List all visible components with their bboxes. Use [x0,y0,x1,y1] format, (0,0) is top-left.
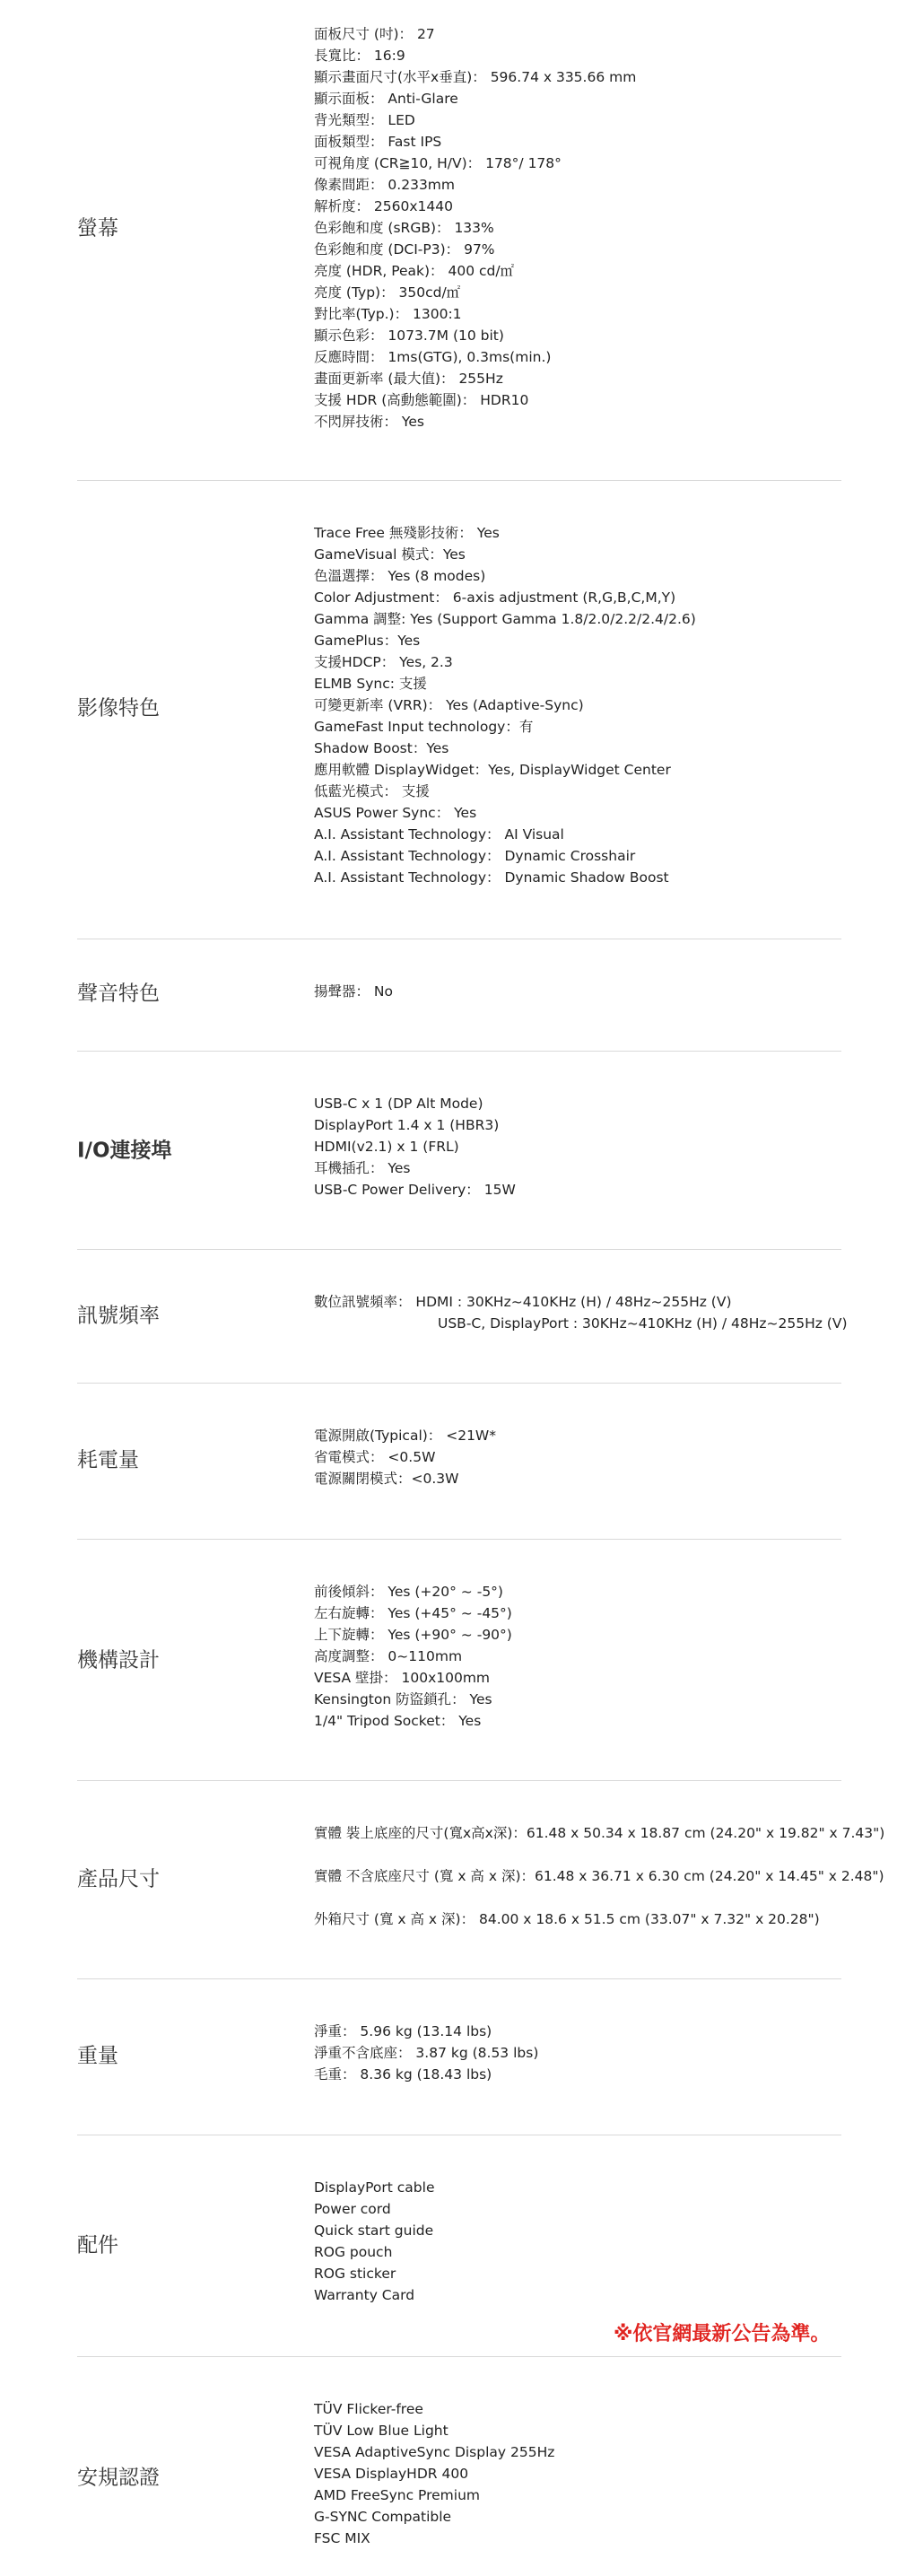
spec-line: 色溫選擇： Yes (8 modes) [314,568,486,584]
spec-line: Power cord [314,2201,391,2217]
section-title-io-ports: I/O連接埠 [77,1139,172,1163]
spec-line: 對比率(Typ.)： 1300:1 [314,306,462,322]
spec-line: 背光類型： LED [314,112,415,128]
spec-line: ASUS Power Sync： Yes [314,805,477,821]
spec-line: 色彩飽和度 (DCI-P3)： 97% [314,241,495,258]
spec-line: TÜV Flicker-free [314,2401,423,2417]
spec-list-io-ports [314,1093,516,1201]
spec-line: DisplayPort cable [314,2179,435,2196]
section-title-certifications: 安規認證 [77,2466,160,2490]
spec-list-product-dimensions [314,1822,884,1930]
spec-line: G-SYNC Compatible [314,2509,452,2525]
spec-line: Shadow Boost：Yes [314,740,449,756]
spec-list-certifications [314,2398,554,2549]
section-divider [77,480,841,481]
spec-line: 像素間距： 0.233mm [314,177,455,193]
section-title-power-consumption: 耗電量 [77,1448,139,1472]
official-notice: ※依官網最新公告為準。 [614,2323,831,2345]
spec-line: 支援HDCP： Yes, 2.3 [314,654,453,670]
spec-line: AMD FreeSync Premium [314,2487,480,2503]
spec-line: 左右旋轉： Yes (+45° ~ -45°) [314,1605,512,1621]
spec-list-signal-frequency [314,1291,848,1334]
spec-line: 高度調整： 0~110mm [314,1648,463,1664]
spec-line: USB-C x 1 (DP Alt Mode) [314,1096,483,1112]
spec-line: 顯示畫面尺寸(水平x垂直)： 596.74 x 335.66 mm [314,69,637,85]
section-title-mechanical-design: 機構設計 [77,1648,160,1672]
spec-list-mechanical-design [314,1581,512,1732]
spec-line: GameVisual 模式：Yes [314,546,466,563]
spec-line: FSC MIX [314,2530,370,2546]
section-divider [77,1383,841,1384]
spec-line: VESA AdaptiveSync Display 255Hz [314,2444,555,2460]
section-divider [77,1539,841,1540]
spec-list-audio [314,981,393,1002]
spec-line: 揚聲器： No [314,983,394,1000]
spec-line: A.I. Assistant Technology： Dynamic Crosshair [314,848,636,864]
spec-line: VESA 壁掛： 100x100mm [314,1670,491,1686]
section-title-product-dimensions: 產品尺寸 [77,1867,160,1891]
spec-line: 前後傾斜： Yes (+20° ~ -5°) [314,1584,503,1600]
spec-line: USB-C Power Delivery： 15W [314,1182,516,1198]
section-divider [77,2356,841,2357]
section-divider [77,1249,841,1250]
spec-line: 反應時間： 1ms(GTG), 0.3ms(min.) [314,349,552,365]
spec-line: HDMI(v2.1) x 1 (FRL) [314,1139,459,1155]
spec-line: 面板尺寸 (吋)： 27 [314,26,435,42]
spec-line: ROG pouch [314,2244,393,2260]
spec-line: 亮度 (HDR, Peak)： 400 cd/㎡ [314,263,515,279]
section-title-display: 螢幕 [77,216,118,240]
spec-line: 電源開啟(Typical)： <21W* [314,1428,497,1444]
spec-line: 應用軟體 DisplayWidget：Yes, DisplayWidget Center [314,762,671,778]
spec-line: 顯示面板： Anti-Glare [314,91,458,107]
spec-line: GameFast Input technology：有 [314,719,534,735]
spec-line: 實體 裝上底座的尺寸(寬x高x深)：61.48 x 50.34 x 18.87 cm (24.20" x 19.82" x 7.43") [314,1825,885,1841]
spec-line: ROG sticker [314,2266,396,2282]
spec-line: 淨重： 5.96 kg (13.14 lbs) [314,2023,492,2039]
spec-line: Warranty Card [314,2287,415,2303]
spec-line: 1/4" Tripod Socket： Yes [314,1713,482,1729]
spec-line: 外箱尺寸 (寬 x 高 x 深)： 84.00 x 18.6 x 51.5 cm (33.07" x 7.32" x 20.28") [314,1911,820,1927]
section-title-signal-frequency: 訊號頻率 [77,1304,160,1328]
spec-line: Color Adjustment： 6-axis adjustment (R,G,B,C,M,Y) [314,589,676,606]
spec-line: 數位訊號頻率： HDMI : 30KHz~410KHz (H) / 48Hz~255Hz (V) [314,1294,732,1310]
spec-line: 不閃屏技術： Yes [314,414,424,430]
section-title-accessories: 配件 [77,2233,118,2257]
spec-line: ELMB Sync: 支援 [314,676,427,692]
spec-line: Gamma 調整: Yes (Support Gamma 1.8/2.0/2.2/2.4/2.6) [314,611,696,627]
spec-line: 實體 不含底座尺寸 (寬 x 高 x 深)：61.48 x 36.71 x 6.30 cm (24.20" x 14.45" x 2.48") [314,1868,884,1884]
spec-list-power-consumption [314,1425,496,1489]
section-divider [77,1978,841,1979]
spec-list-weight [314,2021,538,2085]
spec-line: 解析度： 2560x1440 [314,198,453,214]
spec-line: 省電模式： <0.5W [314,1449,436,1465]
spec-line: 可視角度 (CR≧10, H/V)： 178°/ 178° [314,155,562,171]
spec-line: Kensington 防盜鎖孔： Yes [314,1691,492,1707]
spec-list-image-features [314,522,696,888]
spec-line: Quick start guide [314,2222,434,2239]
spec-line: 長寬比： 16:9 [314,48,405,64]
spec-line: 顯示色彩： 1073.7M (10 bit) [314,327,504,344]
spec-line: Trace Free 無殘影技術： Yes [314,525,500,541]
spec-line: 上下旋轉： Yes (+90° ~ -90°) [314,1627,512,1643]
spec-line: 耳機插孔： Yes [314,1160,411,1176]
spec-line: 可變更新率 (VRR)： Yes (Adaptive-Sync) [314,697,584,713]
section-divider [77,1051,841,1052]
spec-line: A.I. Assistant Technology： AI Visual [314,826,564,843]
spec-line: 低藍光模式： 支援 [314,783,430,799]
spec-line: 電源關閉模式：<0.3W [314,1471,459,1487]
spec-line: 支援 HDR (高動態範圍)： HDR10 [314,392,529,408]
spec-line: 亮度 (Typ)： 350cd/㎡ [314,284,461,301]
spec-line: 畫面更新率 (最大值)： 255Hz [314,371,503,387]
spec-line: 淨重不含底座： 3.87 kg (8.53 lbs) [314,2045,539,2061]
spec-list-display [314,23,636,432]
spec-line: 面板類型： Fast IPS [314,134,442,150]
section-divider [77,1780,841,1781]
spec-line: 色彩飽和度 (sRGB)： 133% [314,220,494,236]
section-title-image-features: 影像特色 [77,696,160,720]
spec-line: GamePlus：Yes [314,633,421,649]
section-title-audio: 聲音特色 [77,982,160,1006]
spec-list-accessories [314,2177,435,2306]
spec-line: 毛重： 8.36 kg (18.43 lbs) [314,2066,492,2083]
spec-line: USB-C, DisplayPort : 30KHz~410KHz (H) / 48Hz~255Hz (V) [438,1315,848,1332]
spec-line: VESA DisplayHDR 400 [314,2466,469,2482]
spec-line: TÜV Low Blue Light [314,2423,448,2439]
section-title-weight: 重量 [77,2044,118,2068]
spec-line: A.I. Assistant Technology： Dynamic Shadow Boost [314,869,669,886]
spec-line: DisplayPort 1.4 x 1 (HBR3) [314,1117,500,1133]
